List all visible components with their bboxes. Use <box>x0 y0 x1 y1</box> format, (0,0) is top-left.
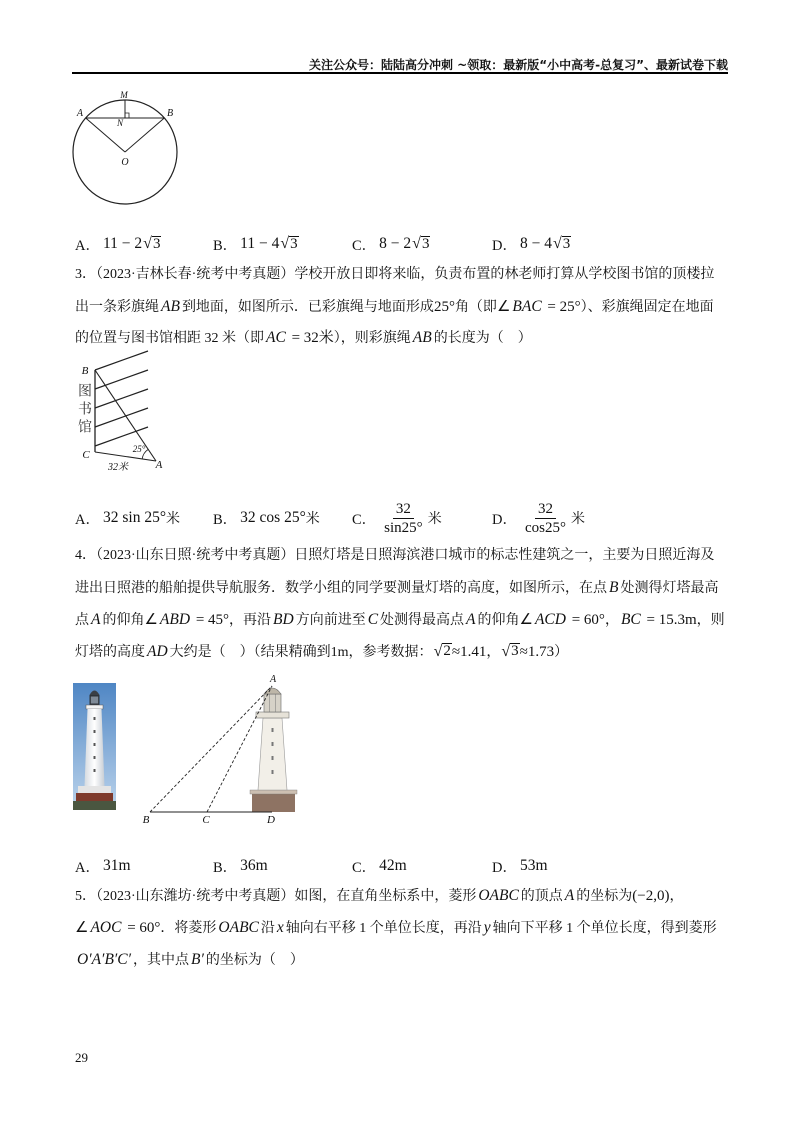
tower-window <box>94 756 96 759</box>
q2-option-c <box>352 231 430 257</box>
fraction-denominator: sin25° <box>384 519 423 536</box>
tower-window <box>94 717 96 720</box>
question-text: ），则彩旗绳 <box>333 331 411 346</box>
math-variable: C <box>367 611 379 628</box>
q4-option-d <box>492 853 548 879</box>
page-number: 29 <box>75 1050 88 1065</box>
option-expression: 11 − 2 <box>102 235 143 252</box>
question-text: 的顶点 <box>520 889 563 904</box>
q4-line-2 <box>75 575 730 601</box>
q5-line-1 <box>75 883 730 909</box>
radical-sign: √ <box>280 235 290 253</box>
math-variable: B′ <box>191 951 204 968</box>
radicand: 3 <box>152 235 161 252</box>
math-variable: AB <box>161 298 180 315</box>
tower-window <box>272 770 274 774</box>
option-label: C． <box>352 237 377 254</box>
math-value: = 60° <box>123 920 161 936</box>
square-root <box>143 236 161 253</box>
question-text: 处测得灯塔最高 <box>620 581 719 596</box>
radicand: 3 <box>562 235 571 252</box>
tower-window <box>272 756 274 760</box>
question-text: 进出日照港的船舶提供导航服务．数学小组的同学要测量灯塔的高度，如图所示，在点 <box>75 581 607 596</box>
radicand: 3 <box>421 235 430 252</box>
question-text: 到地面，如图所示．已彩旗绳与地面形成 <box>181 300 434 315</box>
math-variable: A <box>91 611 101 628</box>
q3-line-3 <box>75 325 730 351</box>
right-angle-mark <box>125 113 129 118</box>
option-unit: 米 <box>166 512 181 527</box>
question-text: ．将菱形 <box>160 921 217 936</box>
math-variable: BD <box>273 611 294 628</box>
question-text: ， <box>604 613 619 628</box>
lighthouse-base <box>252 794 295 812</box>
building-line <box>95 351 148 370</box>
math-variable: ACD <box>534 611 566 628</box>
building-label: 图书馆 <box>76 383 91 437</box>
option-unit: 米 <box>570 512 585 527</box>
question-text: 角（即 <box>454 300 497 315</box>
question-text: 的长度为（ ） <box>433 331 532 346</box>
segment-bo <box>125 118 164 152</box>
option-label: A． <box>75 237 100 254</box>
question-text: ， <box>669 889 684 904</box>
math-value: = 45° <box>192 612 230 628</box>
question-text: ） <box>554 645 569 660</box>
question-text: ，则 <box>696 613 725 628</box>
question-text: 出一条彩旗绳 <box>75 300 159 315</box>
math-variable: y <box>483 919 491 936</box>
q4-line-1 <box>75 543 730 569</box>
tower-window <box>272 728 274 732</box>
building-line <box>95 389 148 408</box>
label-c: C <box>202 814 210 826</box>
question-text: 5．（2023·山东潍坊·统考中考真题）如图，在直角坐标系中，菱形 <box>75 889 477 904</box>
header-rule <box>72 72 728 74</box>
option-label: A． <box>75 511 100 528</box>
library-figure <box>70 340 170 475</box>
option-value: 53m <box>519 857 548 874</box>
fraction-numerator: 32 <box>393 500 414 519</box>
option-value: 42m <box>379 857 407 874</box>
label-m: M <box>120 90 128 100</box>
label-a: A <box>155 459 163 471</box>
option-expression: 8 − 2 <box>379 235 412 252</box>
option-label: B． <box>213 859 238 876</box>
math-value: ≈1.73 <box>519 644 555 660</box>
math-variable: AB <box>412 329 432 346</box>
math-value: 25° <box>433 299 455 315</box>
square-root <box>553 236 571 253</box>
option-label: B． <box>213 237 238 254</box>
radical-sign: √ <box>501 643 511 660</box>
option-label: C． <box>352 511 377 528</box>
math-variable: OABC <box>478 887 519 904</box>
radicand: 3 <box>511 643 519 660</box>
math-value: = 32米 <box>287 330 334 346</box>
q3-line-1 <box>75 262 730 288</box>
label-b: B <box>142 814 150 826</box>
q2-option-b <box>213 231 299 257</box>
angle-symbol: ∠ <box>519 612 533 628</box>
q4-option-c <box>352 853 407 879</box>
question-text: 大约是（ ）（结果精确到1m，参考数据： <box>169 645 433 660</box>
label-a: A <box>269 674 277 685</box>
angle-symbol: ∠ <box>496 299 511 315</box>
question-text: ， <box>486 645 501 660</box>
label-c: C <box>82 449 90 461</box>
question-text: ）、彩旗绳固定在地面 <box>580 300 714 315</box>
math-value: = 15.3m <box>642 612 697 628</box>
question-text: 的坐标为（ ） <box>205 953 304 968</box>
option-expression: 8 − 4 <box>519 235 552 252</box>
q4-option-b <box>213 853 268 879</box>
square-root <box>501 643 519 660</box>
fraction-numerator: 32 <box>535 500 556 519</box>
option-label: D． <box>492 237 517 254</box>
q3-line-2 <box>75 294 730 320</box>
option-unit: 米 <box>305 512 320 527</box>
label-b: B <box>167 108 174 119</box>
circle-figure <box>60 88 195 213</box>
option-expression: 32 cos 25° <box>240 509 306 526</box>
math-variable: AOC <box>90 919 122 936</box>
tower-window <box>94 730 96 733</box>
building-line <box>95 370 148 389</box>
label-b: B <box>81 365 89 377</box>
tower-window <box>94 743 96 746</box>
math-variable: x <box>276 919 284 936</box>
math-variable: OABC <box>218 919 259 936</box>
math-variable: BC <box>620 611 641 628</box>
radical-sign: √ <box>552 235 562 253</box>
question-text: 处测得最高点 <box>380 613 465 628</box>
math-value: ≈1.41 <box>451 644 487 660</box>
option-label: C． <box>352 859 377 876</box>
angle-symbol: ∠ <box>144 612 158 628</box>
math-value: = 25° <box>543 299 581 315</box>
question-text: 的仰角 <box>102 613 145 628</box>
math-value: = 60° <box>567 612 605 628</box>
q5-line-2 <box>75 915 730 941</box>
radicand: 2 <box>443 643 451 660</box>
ground-ca <box>95 452 156 461</box>
lighthouse-photo <box>73 683 116 810</box>
page-header <box>309 56 728 73</box>
option-value: 31m <box>102 857 131 874</box>
tower-window <box>94 769 96 772</box>
lighthouse-tower <box>85 709 105 787</box>
question-text: 灯塔的高度 <box>75 645 145 660</box>
question-text: 4．（2023·山东日照·统考中考真题）日照灯塔是日照海滨港口城市的标志性建筑之一，主要为日照近海及 <box>75 548 715 563</box>
q5-line-3 <box>75 947 730 973</box>
q2-option-d <box>492 231 571 257</box>
angle-symbol: ∠ <box>75 920 89 936</box>
lighthouse-base-band <box>76 793 113 801</box>
radical-sign: √ <box>412 235 421 253</box>
lantern-glass <box>91 697 98 704</box>
question-text: 点 <box>75 613 89 628</box>
option-unit: 米 <box>427 512 442 527</box>
square-root <box>412 236 430 253</box>
radical-sign: √ <box>143 235 152 253</box>
radicand: 3 <box>290 235 298 252</box>
option-label: A． <box>75 859 100 876</box>
option-label: B． <box>213 511 238 528</box>
label-d: D <box>267 814 275 826</box>
tower-window <box>272 742 274 746</box>
question-text: 3．（2023·吉林长春·统考中考真题）学校开放日即将来临，负责布置的林老师打算从学校图书馆的顶楼拉 <box>75 267 715 282</box>
rope-ab <box>95 370 156 461</box>
fraction-denominator: cos25° <box>524 519 566 536</box>
question-text: 轴向下平移 1 个单位长度，得到菱形 <box>492 921 717 936</box>
lighthouse-gallery <box>256 712 289 718</box>
math-variable: O′A′B′C′ <box>77 951 132 968</box>
distance-label: 32米 <box>108 462 128 473</box>
q3-option-a <box>75 498 180 538</box>
q3-option-d <box>492 498 585 538</box>
fraction <box>522 500 569 537</box>
math-variable: A <box>466 611 476 628</box>
q4-line-4 <box>75 639 730 665</box>
q3-option-c <box>352 498 442 538</box>
question-text: 轴向右平移 1 个单位长度，再沿 <box>285 921 482 936</box>
lighthouse-diagram <box>135 670 305 832</box>
q4-option-a <box>75 853 131 879</box>
math-variable: ABD <box>159 611 191 628</box>
label-n: N <box>116 118 123 128</box>
question-text: 方向前进至 <box>295 613 366 628</box>
header-text: 关注公众号：陆陆高分冲刺 ~领取：最新版“小中高考-总复习”、最新试卷下载 <box>309 58 728 72</box>
math-variable: A <box>564 887 575 904</box>
question-text: ，其中点 <box>133 953 190 968</box>
label-a: A <box>76 108 83 119</box>
option-label: D． <box>492 511 517 528</box>
option-label: D． <box>492 859 517 876</box>
math-variable: AC <box>266 329 286 346</box>
square-root <box>434 643 452 660</box>
q3-option-b <box>213 498 320 538</box>
option-value: 36m <box>240 857 268 874</box>
math-value: (−2,0) <box>632 888 670 904</box>
angle-label: 25° <box>132 444 146 454</box>
lighthouse-base <box>78 786 111 794</box>
math-variable: B <box>609 579 619 596</box>
fraction <box>381 500 426 537</box>
option-expression: 32 sin 25° <box>102 509 167 526</box>
question-text: 的仰角 <box>477 613 520 628</box>
photo-ground <box>73 801 116 810</box>
lighthouse-gallery <box>86 705 103 709</box>
math-variable: BAC <box>512 298 542 315</box>
question-text: ，再沿 <box>229 613 272 628</box>
lighthouse-base-cap <box>250 790 297 794</box>
q2-option-a <box>75 231 161 257</box>
question-text: 的位置与图书馆相距 32 米（即 <box>75 331 264 346</box>
radical-sign: √ <box>433 643 443 660</box>
question-text: 沿 <box>260 921 275 936</box>
q4-line-3 <box>75 607 730 633</box>
question-text: 的坐标为 <box>576 889 633 904</box>
option-expression: 11 − 4 <box>240 235 280 252</box>
building-line <box>95 408 148 427</box>
lighthouse-lantern <box>264 694 281 712</box>
square-root <box>280 236 298 253</box>
lighthouse-dome <box>264 688 281 694</box>
label-o: O <box>121 157 129 168</box>
math-variable: AD <box>147 643 168 660</box>
